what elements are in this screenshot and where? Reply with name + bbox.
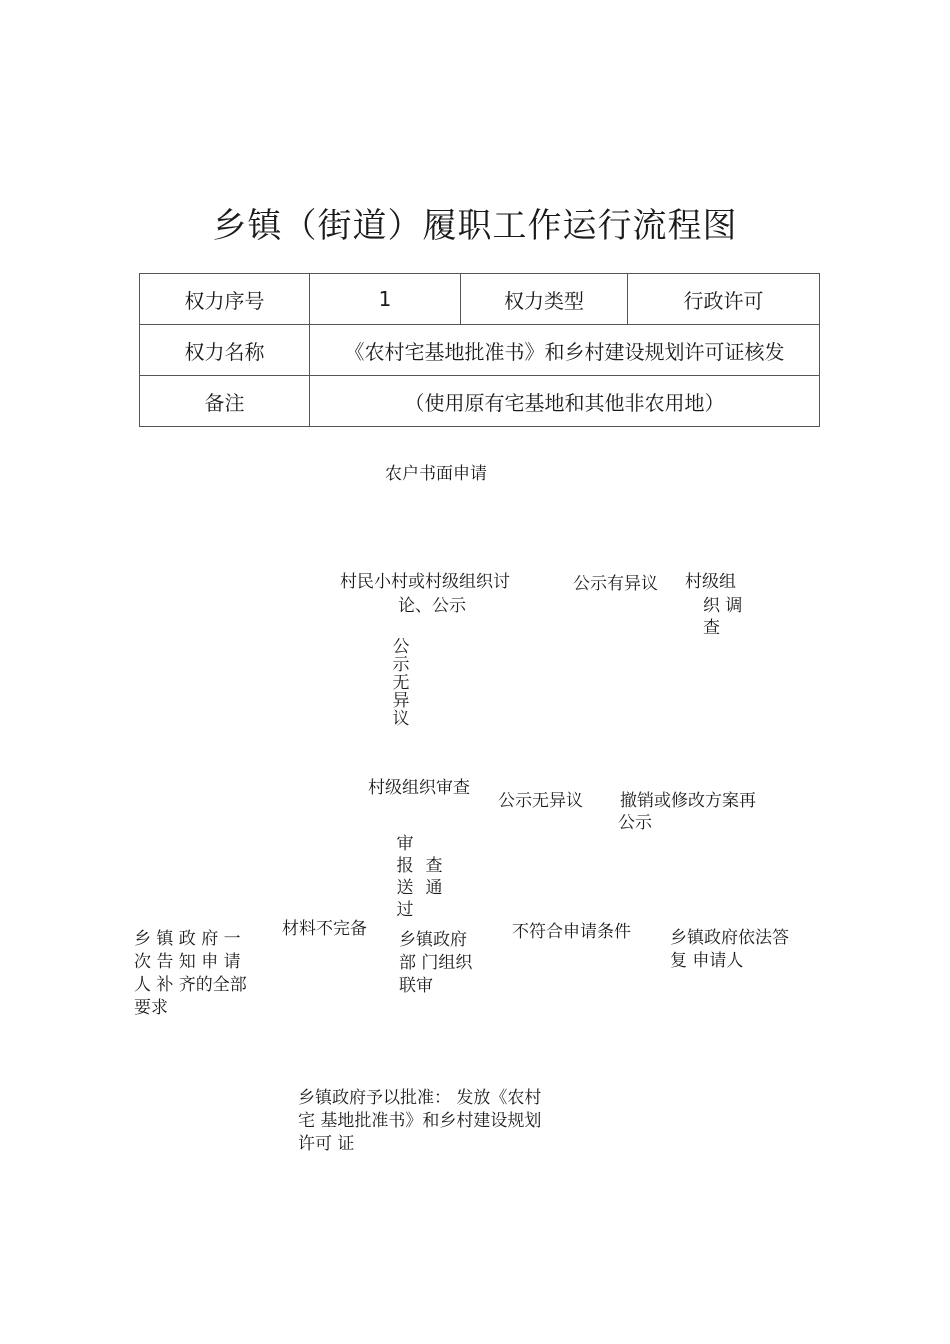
flow-notify-block bbox=[134, 928, 274, 1018]
flow-joint-review-line1: 乡镇政府 bbox=[399, 930, 467, 950]
vertical-char: 无 bbox=[392, 673, 410, 693]
page-title: 乡镇（街道）履职工作运行流程图 bbox=[212, 206, 738, 246]
flow-investigate-line3: 查 bbox=[703, 618, 720, 638]
power-no-value: 1 bbox=[310, 274, 461, 325]
flow-approve-line2: 宅 基地批准书》和乡村建设规划 bbox=[298, 1111, 542, 1131]
flow-joint-review-line2: 部 门组织 bbox=[399, 953, 473, 973]
flow-review-passed-col-a bbox=[396, 833, 414, 921]
vertical-char: 查 bbox=[425, 856, 443, 876]
power-name-label: 权力名称 bbox=[140, 325, 310, 376]
flow-notify-line3: 人 补 齐的全部 bbox=[134, 975, 247, 995]
flow-revoke-line1: 撤销或修改方案再 bbox=[620, 791, 756, 811]
vertical-char: 报 bbox=[396, 856, 414, 876]
power-name-value: 《农村宅基地批准书》和乡村建设规划许可证核发 bbox=[310, 325, 820, 376]
remark-value: （使用原有宅基地和其他非农用地） bbox=[310, 376, 820, 427]
vertical-char: 议 bbox=[392, 709, 410, 729]
flow-approve-line3: 许可 证 bbox=[298, 1134, 355, 1154]
flow-apply: 农户书面申请 bbox=[385, 464, 487, 484]
table-row bbox=[140, 376, 820, 427]
vertical-char: 过 bbox=[396, 900, 414, 920]
flow-reply-line2: 复 申请人 bbox=[670, 951, 744, 971]
flow-review-passed-col-b bbox=[425, 855, 443, 899]
table-row bbox=[140, 325, 820, 376]
flow-not-eligible: 不符合申请条件 bbox=[512, 922, 631, 942]
flow-village-review: 村级组织审查 bbox=[368, 778, 470, 798]
vertical-char: 公 bbox=[392, 637, 410, 657]
flow-objection: 公示有异议 bbox=[573, 574, 658, 594]
flow-discuss-line2: 论、公示 bbox=[398, 596, 466, 616]
vertical-char: 示 bbox=[392, 655, 410, 675]
vertical-char: 异 bbox=[392, 691, 410, 711]
power-type-label: 权力类型 bbox=[461, 274, 628, 325]
vertical-char: 通 bbox=[425, 878, 443, 898]
power-no-label: 权力序号 bbox=[140, 274, 310, 325]
flow-reply-line1: 乡镇政府依法答 bbox=[670, 928, 789, 948]
flow-revoke-line2: 公示 bbox=[618, 813, 652, 833]
table-row bbox=[140, 274, 820, 325]
power-info-table bbox=[139, 273, 820, 427]
flow-notify-line2: 次 告 知 申 请 bbox=[134, 952, 241, 972]
flow-notify-line1: 乡 镇 政 府 一 bbox=[134, 929, 241, 949]
flow-investigate-line1: 村级组 bbox=[685, 572, 736, 592]
flow-joint-review-line3: 联审 bbox=[399, 976, 433, 996]
flow-investigate-line2: 织 调 bbox=[703, 596, 743, 616]
flow-incomplete: 材料不完备 bbox=[282, 919, 367, 939]
vertical-char: 送 bbox=[396, 878, 414, 898]
flow-approve-line1: 乡镇政府予以批准： 发放《农村 bbox=[298, 1088, 542, 1108]
remark-label: 备注 bbox=[140, 376, 310, 427]
flow-no-objection-vertical bbox=[392, 638, 410, 728]
flow-no-objection-2: 公示无异议 bbox=[498, 791, 583, 811]
power-type-value: 行政许可 bbox=[628, 274, 820, 325]
vertical-char: 审 bbox=[396, 834, 414, 854]
flow-notify-line4: 要求 bbox=[134, 998, 168, 1018]
flow-discuss-line1: 村民小村或村级组织讨 bbox=[340, 572, 510, 592]
